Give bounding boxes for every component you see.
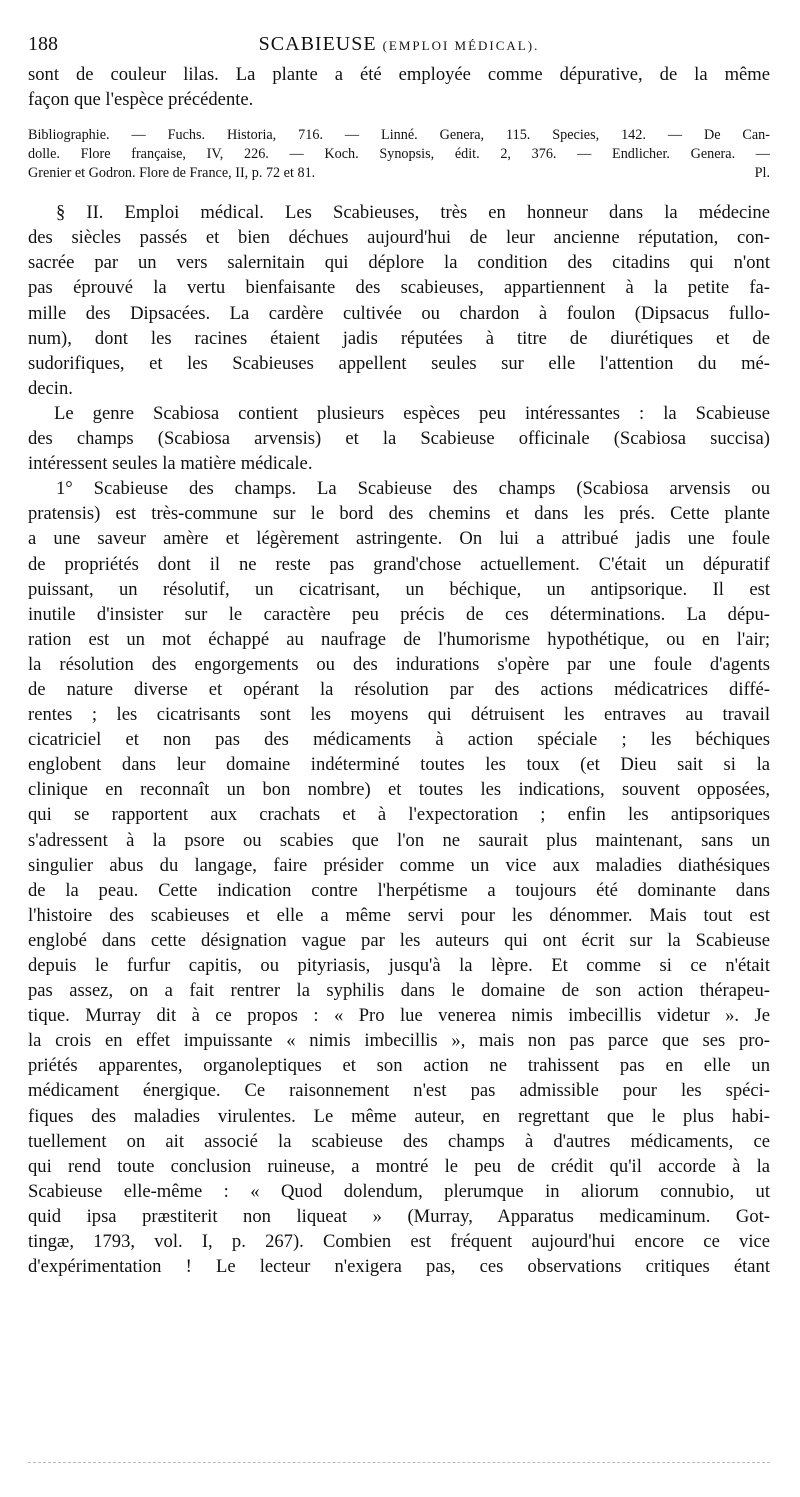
text-line: l'histoire des scabieuses et elle a même servi pour les dénommer. Mais tout est [28,904,770,926]
text-line: priétés apparentes, organoleptiques et son action ne trahissent pas en elle un [28,1055,770,1077]
text-line: rentes ; les cicatrisants sont les moyens qui détruisent les entraves au travail [28,704,770,726]
text-line: la résolution des engorgements ou des indurations s'opère par une foule d'agents [28,653,770,675]
text-line: de la peau. Cette indication contre l'herpétisme a toujours été dominante dans [28,879,770,901]
bibliography-line: Bibliographie. — Fuchs. Historia, 716. — Linné. Genera, 115. Species, 142. — De Can- [28,127,770,144]
text-line: de propriétés dont il ne reste pas grand'chose actuellement. C'était un dépuratif [28,553,770,575]
text-line: Scabieuse elle-même : « Quod dolendum, plerumque in aliorum connubio, ut [28,1180,770,1202]
page-body [28,62,770,1279]
page-number: 188 [28,33,58,55]
intro-paragraph [28,62,770,112]
text-line: englobé dans cette désignation vague par les auteurs qui ont écrit sur la Scabieuse [28,929,770,951]
running-header [28,30,770,58]
text-line: fiques des maladies virulentes. Le même auteur, en regrettant que le plus habi- [28,1105,770,1127]
text-line: englobent dans leur domaine indéterminé toutes les toux (et Dieu sait si la [28,754,770,776]
text-line: pas éprouvé la vertu bienfaisante des scabieuses, appartiennent à la petite fa- [28,277,770,299]
text-line: qui rend toute conclusion ruineuse, a montré le peu de crédit qu'il accorde à la [28,1155,770,1177]
text-line: façon que l'espèce précédente. [28,89,254,111]
text-line: pratensis) est très-commune sur le bord des chemins et dans les prés. Cette plante [28,503,770,525]
author-signature: Pl. [754,165,770,182]
text-line: ration est un mot échappé au naufrage de l'humorisme hypothétique, ou en l'air; [28,628,770,650]
text-line: sacrée par un vers salernitain qui déplore la condition des citadins qui n'ont [28,252,770,274]
text-line: des siècles passés et bien déchues aujourd'hui de leur ancienne réputation, con- [28,227,770,249]
text-line: pas assez, on a fait rentrer la syphilis dans le domaine de son action thérapeu- [28,980,770,1002]
running-title-main: SCABIEUSE [258,33,377,55]
text-line: puissant, un résolutif, un cicatrisant, un béchique, un antipsorique. Il est [28,578,770,600]
text-line: Le genre Scabiosa contient plusieurs espèces peu intéressantes : la Scabieuse [54,402,770,424]
text-line: 1° Scabieuse des champs. La Scabieuse des champs (Scabiosa arvensis ou [56,478,770,500]
text-line: decin. [28,377,73,399]
text-line: tingæ, 1793, vol. I, p. 267). Combien est fréquent aujourd'hui encore ce vice [28,1231,770,1253]
text-line: d'expérimentation ! Le lecteur n'exigera pas, ces observations critiques étant [28,1256,770,1278]
text-line: tuellement on ait associé la scabieuse des champs à d'autres médicaments, ce [28,1130,770,1152]
text-line: médicament énergique. Ce raisonnement n'est pas admissible pour les spéci- [28,1080,770,1102]
text-line: de nature diverse et opérant la résolution par des actions médicatrices diffé- [28,678,770,700]
text-line: num), dont les racines étaient jadis réputées à titre de diurétiques et de [28,327,770,349]
text-line: la crois en effet impuissante « nimis imbecillis », mais non pas parce que ses pro- [28,1030,770,1052]
bibliography-line: dolle. Flore française, IV, 226. — Koch. Synopsis, édit. 2, 376. — Endlicher. Genera. — [28,146,770,163]
bibliography-text: Grenier et Godron. Flore de France, II, p. 72 et 81. [28,165,316,182]
running-title [28,30,770,60]
paragraph-1 [28,200,770,401]
text-line: qui se rapportent aux crachats et à l'expectoration ; enfin les antipsoriques [28,804,770,826]
paragraph-3 [28,476,770,1279]
text-line: cicatriciel et non pas des médicaments à action spéciale ; les béchiques [28,729,770,751]
text-line: sont de couleur lilas. La plante a été employée comme dépurative, de la même [28,64,770,85]
text-line: mille des Dipsacées. La cardère cultivée ou chardon à foulon (Dipsacus fullo- [28,302,770,324]
bibliography [28,126,770,183]
text-line: sudorifiques, et les Scabieuses appellent seules sur elle l'attention du mé- [28,352,770,374]
footer-rule [28,1462,770,1463]
text-line: des champs (Scabiosa arvensis) et la Scabieuse officinale (Scabiosa succisa) [28,428,770,450]
text-line: clinique en reconnaît un bon nombre) et toutes les indications, souvent opposées, [28,779,770,801]
text-line: § II. Emploi médical. Les Scabieuses, très en honneur dans la médecine [56,202,770,224]
text-line: intéressent seules la matière médicale. [28,453,313,475]
text-line: singulier abus du langage, faire présider comme un vice aux maladies diathésiques [28,854,770,876]
bibliography-line [28,164,770,183]
text-line: a une saveur amère et légèrement astringente. On lui a attribué jadis une foule [28,528,770,550]
section-emploi-medical [28,200,770,1279]
text-line: depuis le furfur capitis, ou pityriasis, jusqu'à la lèpre. Et comme si ce n'était [28,955,770,976]
text-line: quid ipsa præstiterit non liqueat » (Murray, Apparatus medicaminum. Got- [28,1205,770,1227]
running-title-sub: (EMPLOI MÉDICAL). [382,38,540,53]
text-line: tique. Murray dit à ce propos : « Pro lue venerea nimis imbecillis videtur ». Je [28,1005,770,1027]
paragraph-2 [28,401,770,476]
text-line: s'adressent à la psore ou scabies que l'on ne saurait plus maintenant, sans un [28,829,770,851]
text-line: inutile d'insister sur le caractère peu précis de ces déterminations. La dépu- [28,603,770,625]
